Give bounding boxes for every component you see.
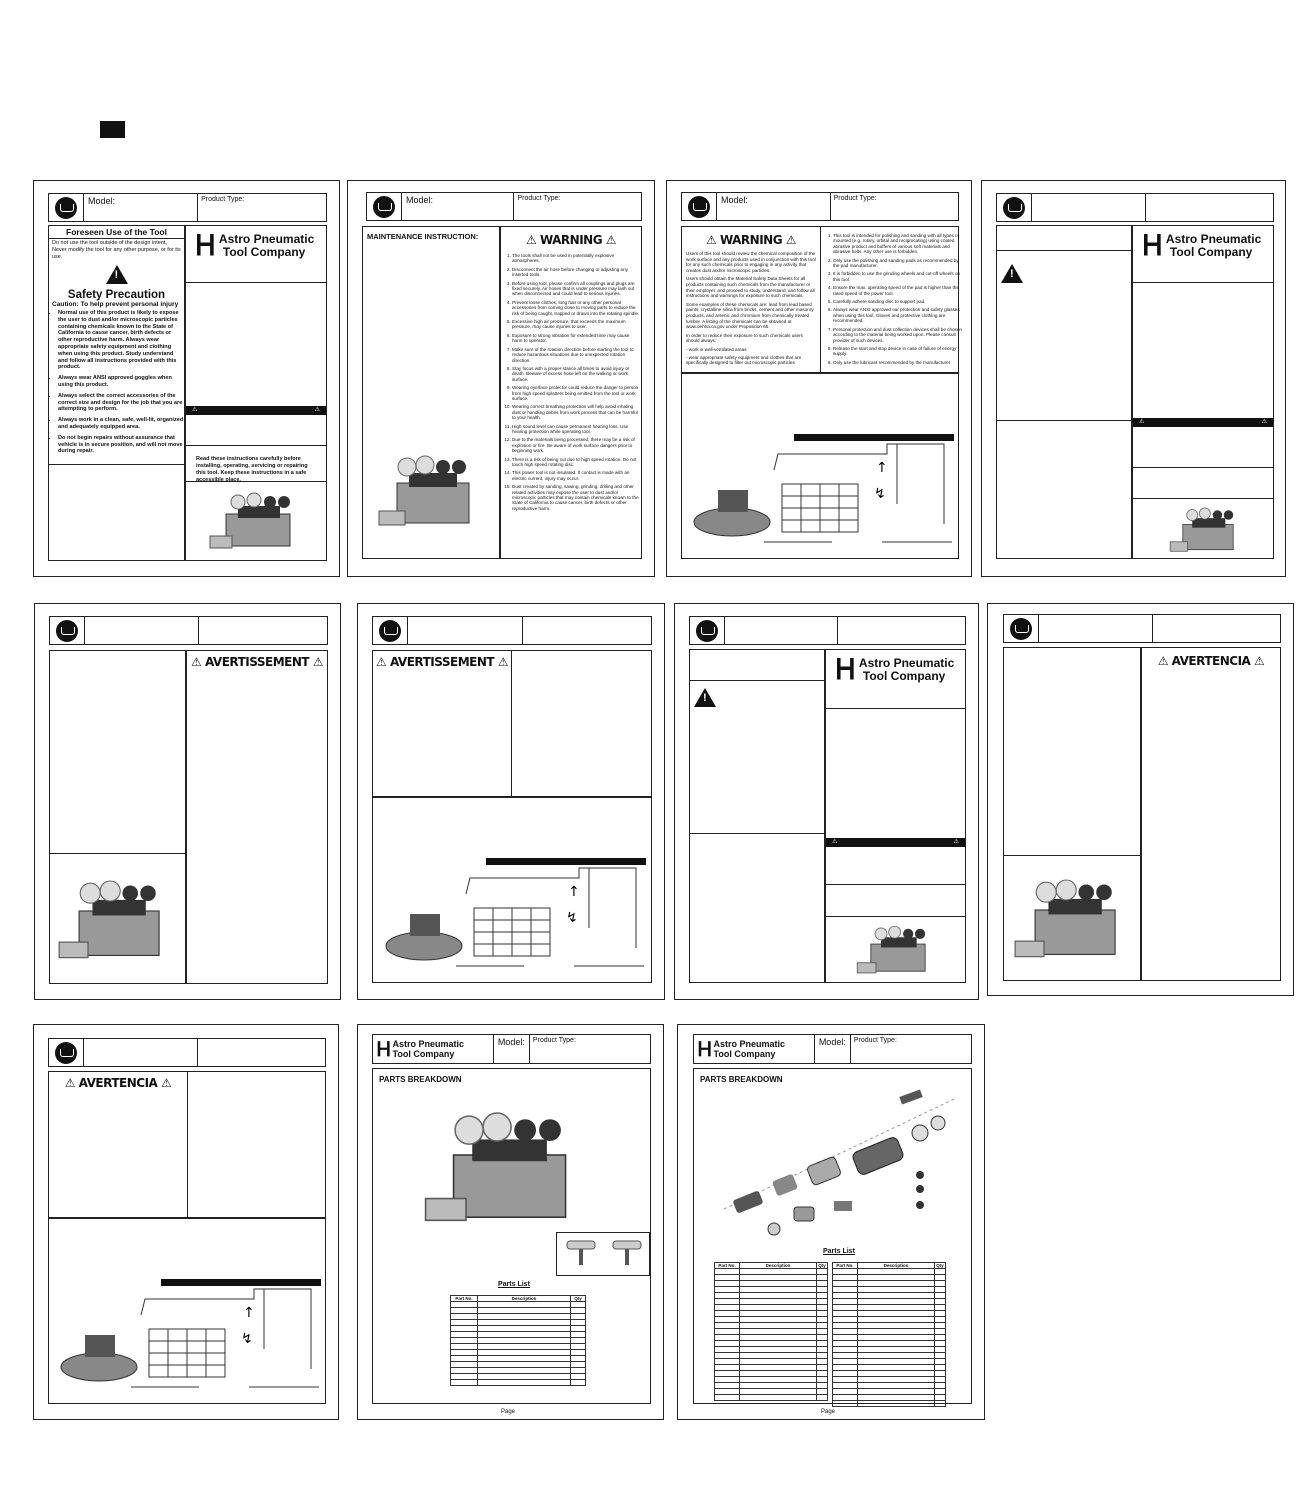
accessory-inset <box>556 1232 650 1276</box>
parts-list-title: Parts List <box>823 1248 855 1255</box>
manual-page-5 <box>34 603 341 1000</box>
tool-kit-image <box>54 871 182 971</box>
warning-triangle-icon <box>1001 264 1023 283</box>
upper-section <box>372 650 652 797</box>
page-header <box>372 616 652 645</box>
right-column <box>1132 225 1274 559</box>
page-header <box>996 193 1274 222</box>
pad-accessory-image <box>557 1233 649 1275</box>
list-item: • Always work in a clean, safe, well-lit, organized and adequately equipped area. <box>58 417 184 431</box>
warning-bar: ⚠ ⚠ <box>1133 418 1273 427</box>
manual-page-10 <box>357 1024 664 1420</box>
product-type-field: Product Type: <box>517 195 561 202</box>
list-item: 13. There is a risk of being cut due to high speed rotation. Do not touch high speed rotating disc. <box>512 457 641 468</box>
page-number: Page <box>821 1409 836 1415</box>
list-item: 1. The tools shall not be used in potentially explosive atmospheres. <box>512 253 641 264</box>
page-header <box>689 616 966 645</box>
parts-list-table <box>714 1262 828 1401</box>
ap-logo-icon: Ꮋ <box>1143 229 1162 262</box>
air-system-section <box>372 797 652 983</box>
air-system-section <box>48 1218 326 1404</box>
manual-page-8 <box>987 603 1294 996</box>
manual-page-9 <box>33 1024 339 1420</box>
list-item: 4. Ensure the max. operating speed of the pad is higher than the rated speed of the power tool. <box>833 285 965 296</box>
left-column <box>1003 647 1141 981</box>
brand-logo: Ꮋ Astro Pneumatic Tool Company <box>836 653 955 686</box>
list-item: 3. It is forbidden to use the grinding wheels and cut-off wheels on this tool. <box>833 271 965 282</box>
list-item: • Do not begin repairs without assurance that vehicle is in secure position, and will not move during repair. <box>58 435 184 455</box>
list-item: 3. Before using tool, please confirm all couplings and plugs are fixed securely. Air hoses that is under pressure may lash out when disconnected and could lead to serious injuries. <box>512 281 641 297</box>
parts-section <box>693 1068 972 1404</box>
list-item: 6. Exposure to strong vibration for extended time may cause harm to operator. <box>512 333 641 344</box>
list-item: 14. This power tool is not insulated. If contact is made with an electric current, injury may occur. <box>512 470 641 481</box>
chemical-warning-text: Users of this tool should review the chemical composition of the work surface and any products used in conjunction with this tool for any such chemicals prior to engaging in any activity that creates dust and/or microscopic particles. Users should obtain the Material Safety Data Sheets for all products containing such chemicals from the manufacturer or their employer, and proceed to study, understand, and follow all instructions and warnings for exposure to such chemicals. Some examples of these chemicals are: lead from lead based paints, crystalline silica from bricks, cement and other masonry products, and arsenic and chromium from chemically treated lumber. A listing of the chemicals can be obtained at www.oehha.ca.gov under Proposition 65. In order to reduce their exposure to such chemicals users should always: - work in well-ventilated areas - wear appropriate safety equipment and clothes that are specifically designed to filter out microscopic particles <box>686 251 816 366</box>
model-field: Model: <box>402 193 514 220</box>
model-field: Model: <box>717 193 831 220</box>
safety-bullets <box>49 310 184 455</box>
list-item: 5. Excessive high air pressure, that exceeds the maximum pressure, may cause injuries to user. <box>512 319 641 330</box>
list-item: 7. Personal protection and dust collection devices shall be chosen according to the material being worked upon. Please consult provider of such devices. <box>833 327 965 343</box>
model-field <box>1039 615 1153 642</box>
warning-bar: ⚠ ⚠ <box>826 838 965 847</box>
page-header <box>48 193 327 222</box>
right-column <box>185 225 327 561</box>
left-column <box>49 650 186 984</box>
page-header <box>693 1034 972 1064</box>
manual-page-4 <box>981 180 1286 577</box>
left-column <box>996 225 1132 559</box>
model-field <box>725 617 838 644</box>
cover-mark <box>100 121 125 138</box>
manual-page-7 <box>674 603 979 1000</box>
col-qty: Qty <box>936 1263 944 1268</box>
list-item: 8. Release the start and stop device in case of failure of energy supply. <box>833 346 965 357</box>
right-column <box>186 650 328 984</box>
book-icon <box>688 196 710 218</box>
list-item: • Always select the correct accessories of the correct size and design for the job that you are attempting to perform. <box>58 393 184 413</box>
book-icon <box>56 620 78 642</box>
list-item: 2. Disconnect the air hose before changing or adjusting any inserted tools. <box>512 267 641 278</box>
list-item: 8. Stay focus with a proper stance all times to avoid injury or death. Beware of excess hose left on the walking or work surface. <box>512 366 641 382</box>
svg-text:↑: ↑ <box>243 1305 255 1321</box>
list-item: 2. Only use the polishing and sanding pads as recommended by the pad manufacturer. <box>833 258 965 269</box>
manual-page-1 <box>33 180 340 577</box>
product-type-field <box>199 617 327 644</box>
col-qty: Qty <box>571 1296 586 1302</box>
product-type-field: Product Type: <box>833 195 877 202</box>
model-field <box>408 617 523 644</box>
parts-list-table <box>450 1295 586 1386</box>
col-desc: Description <box>858 1263 935 1269</box>
list-item: 11. High sound level can cause permanent hearing loss. Use hearing protection while operating tool. <box>512 424 641 435</box>
ap-logo-icon: Ꮋ <box>836 653 855 686</box>
table-row <box>451 1380 586 1386</box>
air-system-section <box>681 373 959 559</box>
manual-page-6 <box>357 603 665 1000</box>
list-item: 10. Wearing correct breathing protection will help avoid inhaling dust or handling debris from work process that can be harmful to your health. <box>512 404 641 420</box>
parts-title: PARTS BREAKDOWN <box>379 1075 462 1084</box>
warning-triangle-icon <box>694 688 716 707</box>
brand-logo: Ꮋ Astro Pneumatic Tool Company <box>694 1035 815 1063</box>
exploded-view-diagram <box>714 1089 964 1244</box>
svg-text:↯: ↯ <box>566 910 578 926</box>
list-item: 15. Dust created by sanding, sawing, grinding, drilling and other related activities may expose the user to dust and/or microscopic particles that may contain chemicals known to the State of California to cause cancer, birth defects or other reproductive harm. <box>512 484 641 511</box>
ap-logo-icon: Ꮋ <box>698 1037 712 1061</box>
caution-line: Caution: To help prevent personal injury <box>52 301 179 308</box>
list-item: • Normal use of this product is likely to expose the user to dust and/or microscopic particles containing chemicals known to the State of California to cause cancer, birth defects or other reproductive harm. Always wear appropriate safety equipment and clothing when using this product. Study understand and follow all instructions provided with this product. <box>58 310 184 371</box>
manual-page-3 <box>666 180 972 577</box>
svg-text:↯: ↯ <box>874 486 886 502</box>
book-icon <box>1003 197 1025 219</box>
product-type-field <box>1153 615 1280 642</box>
right-column <box>500 226 642 559</box>
tool-kit-image <box>850 922 946 978</box>
col-qty: Qty <box>818 1263 826 1268</box>
book-icon <box>1010 618 1032 640</box>
upper-section <box>48 1071 326 1218</box>
product-type-field <box>838 617 965 644</box>
page-header <box>372 1034 651 1064</box>
right-column <box>825 649 966 983</box>
read-instructions: Read these instructions carefully before installing, operating, servicing or repairing this tool. Keep these instructions in a safe accessible place. <box>196 456 308 483</box>
list-item: 9. Only use the lubricant recommended by the manufacturer <box>833 360 965 365</box>
col-desc: Description <box>740 1263 817 1269</box>
list-item: • Always wear ANSI approved goggles when using this product. <box>58 375 184 389</box>
list-item: 5. Carefully adhere sanding disc to support pad. <box>833 299 965 304</box>
col-desc: Description <box>478 1296 571 1302</box>
safety-title: Safety Precaution <box>67 289 166 301</box>
page-header <box>681 192 959 221</box>
left-column <box>689 649 825 983</box>
model-field <box>84 1039 198 1066</box>
book-icon <box>373 196 395 218</box>
tool-kit-image <box>377 447 487 537</box>
product-type-field <box>1146 194 1273 221</box>
tool-kit-image <box>413 1099 603 1239</box>
foreseen-text: Do not use the tool outside of the design intent, Never modify the tool for any other purpose, or for its use. <box>52 240 181 260</box>
air-system-diagram <box>49 1219 325 1403</box>
svg-text:↑: ↑ <box>568 884 580 900</box>
air-system-diagram <box>682 374 958 558</box>
manual-page-11 <box>677 1024 985 1420</box>
list-item: 9. Wearing eye/face protector could reduce the danger to person from high speed splatters being emitted from the tool or work surface. <box>512 385 641 401</box>
list-item: 12. Due to the materials being processed, there may be a risk of explosion or fire. Be aware of work surface dangers prior to beginning work. <box>512 437 641 453</box>
parts-title: PARTS BREAKDOWN <box>700 1075 783 1084</box>
book-icon <box>379 620 401 642</box>
model-field: Model: <box>494 1035 530 1063</box>
svg-text:↯: ↯ <box>241 1331 253 1347</box>
page-number: Page <box>501 1409 516 1415</box>
list-item: 6. Always wear ANSI approved ear protection and safety glasses when using this tool. Gloves and protective clothing are recommended. <box>833 307 965 323</box>
list-item: 4. Prevent loose clothes, long hair or any other personal accessories from coming close to moving parts to reduce the risk of being caught, trapped or drawn into the rotating spindle. <box>512 300 641 316</box>
right-column <box>1141 647 1281 981</box>
upper-section <box>681 226 962 373</box>
warning-heading: ⚠ WARNING ⚠ <box>526 233 616 247</box>
warning-heading-es: ⚠ AVERTENCIA ⚠ <box>1157 654 1265 668</box>
model-field <box>85 617 199 644</box>
page-header <box>366 192 642 221</box>
col-part: Part No. <box>715 1263 740 1269</box>
manual-page-2 <box>347 180 655 577</box>
book-icon <box>696 620 718 642</box>
warning-heading-fr: ⚠ AVERTISSEMENT ⚠ <box>191 655 323 669</box>
brand-logo: Ꮋ Astro Pneumatic Tool Company <box>1143 229 1262 262</box>
book-icon <box>55 1042 77 1064</box>
brand-logo: Ꮋ Astro Pneumatic Tool Company <box>373 1035 494 1063</box>
tool-kit-image <box>1163 504 1253 556</box>
parts-section <box>372 1068 651 1404</box>
ap-logo-icon: Ꮋ <box>377 1037 391 1061</box>
list-item: 1. This tool is intended for polishing and sanding with all types of mounted (e.g. rotary, orbital and reciprocating) using coated abrasive product and buffers of various soft materials and abrasive belts. Any other use is forbidden. <box>833 233 965 255</box>
warning-bar: ⚠ ⚠ <box>186 406 326 415</box>
model-field: Model: <box>815 1035 851 1063</box>
tool-kit-image <box>208 488 308 554</box>
warning-heading-es: ⚠ AVERTENCIA ⚠ <box>64 1076 172 1090</box>
model-field <box>1032 194 1146 221</box>
table-row <box>715 1395 828 1401</box>
maintenance-title: MAINTENANCE INSTRUCTION: <box>367 232 479 241</box>
warning-heading: ⚠ WARNING ⚠ <box>706 233 796 247</box>
model-field: Model: <box>84 194 198 221</box>
left-column <box>362 226 500 559</box>
foreseen-title: Foreseen Use of the Tool <box>49 226 184 239</box>
brand-logo: Ꮋ Astro Pneumatic Tool Company <box>196 229 315 262</box>
air-system-diagram <box>373 798 651 982</box>
ap-logo-icon: Ꮋ <box>196 229 215 262</box>
col-part: Part No. <box>451 1296 478 1302</box>
usage-list <box>822 233 965 368</box>
tool-kit-image <box>1010 870 1138 970</box>
product-type-field: Product Type: <box>201 196 245 203</box>
warning-triangle-icon <box>106 265 128 284</box>
book-icon <box>55 197 77 219</box>
page-header <box>1003 614 1281 643</box>
product-type-field <box>523 617 651 644</box>
product-type-field: Product Type: <box>532 1037 576 1044</box>
list-item: 7. Make sure of the rotation direction before starting the tool to reduce hazardous situations due to unexpected rotation direction. <box>512 347 641 363</box>
col-part: Part No. <box>833 1263 858 1269</box>
maintenance-list <box>501 253 641 511</box>
svg-text:↑: ↑ <box>876 460 888 476</box>
table-row <box>833 1401 946 1407</box>
warning-heading-fr: ⚠ AVERTISSEMENT ⚠ <box>376 655 508 669</box>
parts-list-table <box>832 1262 946 1407</box>
product-type-field: Product Type: <box>853 1037 897 1044</box>
page-header <box>48 1038 326 1067</box>
page-header <box>49 616 328 645</box>
parts-list-title: Parts List <box>498 1281 530 1288</box>
product-type-field <box>198 1039 325 1066</box>
left-column <box>48 225 185 561</box>
